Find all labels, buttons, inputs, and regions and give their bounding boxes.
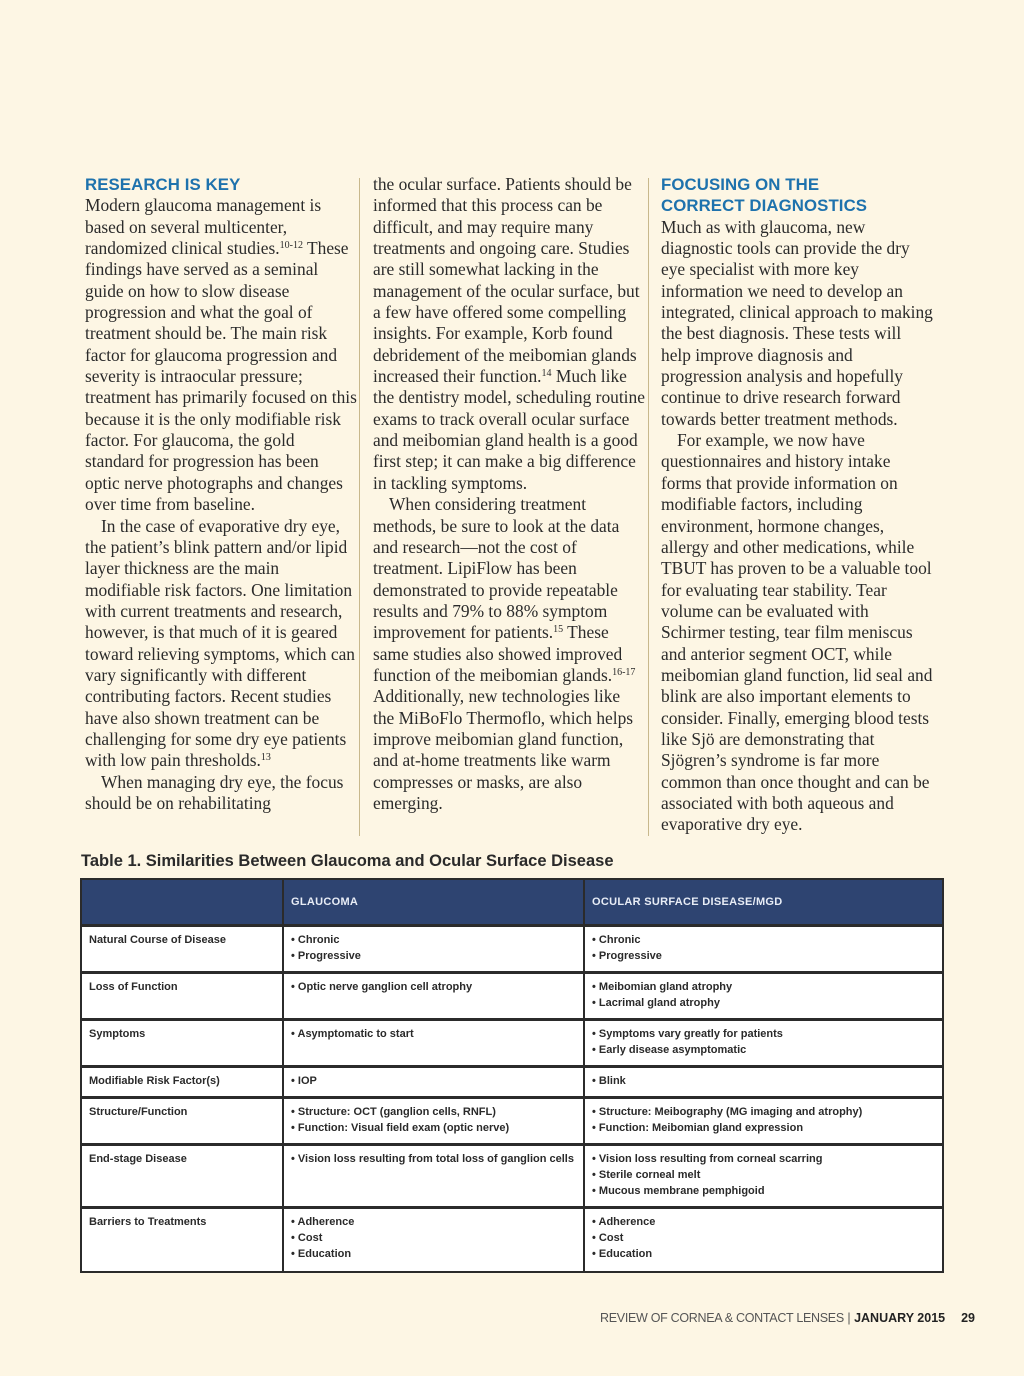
bullet-item: • Chronic xyxy=(291,934,340,946)
table-row xyxy=(82,1098,942,1145)
table-row xyxy=(82,1208,942,1271)
table-row xyxy=(82,973,942,1020)
osd-cell xyxy=(584,1145,942,1208)
glaucoma-cell xyxy=(283,1020,584,1067)
paragraph: For example, we now have questionnaires and history intake forms that provide information on modifiable factors, including environment, hormone changes, allergy and other medications, while TBUT has proven to be a valuable tool for evaluating tear stability. Tear volume can be evaluated with Schirmer testing, tear film meniscus and anterior segment OCT, while meibomian gland function, lid seal and blink are also important elements to consider. Finally, emerging blood tests like Sjö are demonstrating that Sjögren’s syndrome is far more common than once thought and can be associated with both aqueous and evaporative dry eye. xyxy=(661,430,933,835)
bullet-item: • Progressive xyxy=(592,950,662,962)
bullet-item: • Optic nerve ganglion cell atrophy xyxy=(291,981,473,993)
row-label: Symptoms xyxy=(82,1020,283,1067)
heading-line: FOCUSING ON THE xyxy=(661,175,820,194)
bullet-item: • Sterile corneal melt xyxy=(592,1169,701,1181)
table-row xyxy=(82,1020,942,1067)
paragraph-text: Much like the dentistry model, scheduling routine exams to track overall ocular surface and meibomian gland health is a good first step; it can make a big difference in tackling symptoms. xyxy=(373,366,645,493)
column-divider xyxy=(648,178,649,836)
section-heading-research: RESEARCH IS KEY xyxy=(85,175,241,194)
section-heading-diagnostics xyxy=(661,174,933,217)
citation: 16-17 xyxy=(612,666,636,678)
bullet-item: • Progressive xyxy=(291,950,361,962)
paragraph: Much as with glaucoma, new diagnostic tools can provide the dry eye specialist with more key information we need to develop an integrated, clinical approach to making the best diagnosis. These tests will help improve diagnosis and progression analysis and hopefully continue to drive research forward towards better treatment methods. xyxy=(661,216,933,429)
row-label: Barriers to Treatments xyxy=(82,1208,283,1271)
article-column-2 xyxy=(373,174,645,814)
glaucoma-cell xyxy=(283,926,584,973)
comparison-table xyxy=(80,878,944,1273)
bullet-item: • Function: Meibomian gland expression xyxy=(592,1122,804,1134)
citation: 13 xyxy=(260,752,271,764)
osd-cell xyxy=(584,1208,942,1271)
heading-line: CORRECT DIAGNOSTICS xyxy=(661,196,868,216)
glaucoma-cell xyxy=(283,1067,584,1098)
row-label: End-stage Disease xyxy=(82,1145,283,1208)
osd-cell xyxy=(584,1098,942,1145)
table-grid xyxy=(82,880,942,1271)
bullet-item: • Function: Visual field exam (optic nerve) xyxy=(291,1122,510,1134)
bullet-item: • Lacrimal gland atrophy xyxy=(592,997,720,1009)
bullet-item: • Adherence xyxy=(291,1216,355,1228)
bullet-item: • Structure: Meibography (MG imaging and atrophy) xyxy=(592,1106,863,1118)
footer-separator: | xyxy=(843,1311,855,1325)
page-number: 29 xyxy=(961,1311,975,1325)
row-label: Loss of Function xyxy=(82,973,283,1020)
paragraph-text: These findings have served as a seminal guide on how to slow disease progression and what the goal of treatment should be. The main risk factor for glaucoma progression and severity is intraocular pressure; treatment has primarily focused on this because it is the only modifiable risk factor. For glaucoma, the gold standard for progression has been optic nerve photographs and changes over time from baseline. xyxy=(85,238,357,515)
glaucoma-cell xyxy=(283,1145,584,1208)
paragraph: When managing dry eye, the focus should be on rehabilitating xyxy=(85,771,344,813)
bullet-item: • Blink xyxy=(592,1075,626,1087)
glaucoma-cell xyxy=(283,1098,584,1145)
row-label: Structure/Function xyxy=(82,1098,283,1145)
bullet-item: • Vision loss resulting from corneal scarring xyxy=(592,1153,823,1165)
bullet-item: • Mucous membrane pemphigoid xyxy=(592,1185,765,1197)
article-column-3 xyxy=(661,174,933,836)
paragraph-text: the ocular surface. Patients should be informed that this process can be difficult, and may require many treatments and ongoing care. Studies are still somewhat lacking in the management of the ocular surface, but a few have offered some compelling insights. For example, Korb found debridement of the meibomian glands increased their function. xyxy=(373,174,640,387)
bullet-item: • Chronic xyxy=(592,934,641,946)
paragraph xyxy=(373,494,645,814)
header-glaucoma: GLAUCOMA xyxy=(283,880,584,926)
column-divider xyxy=(359,178,360,836)
issue-date: JANUARY 2015 xyxy=(854,1311,946,1325)
osd-cell xyxy=(584,926,942,973)
glaucoma-cell xyxy=(283,973,584,1020)
bullet-item: • Cost xyxy=(592,1232,624,1244)
article-column-1 xyxy=(85,174,357,814)
page-footer xyxy=(600,1311,975,1325)
glaucoma-cell xyxy=(283,1208,584,1271)
bullet-item: • Education xyxy=(291,1248,352,1260)
osd-cell xyxy=(584,1067,942,1098)
bullet-item: • Structure: OCT (ganglion cells, RNFL) xyxy=(291,1106,496,1118)
bullet-item: • Meibomian gland atrophy xyxy=(592,981,733,993)
header-ocular-surface: OCULAR SURFACE DISEASE/MGD xyxy=(584,880,942,926)
bullet-item: • Vision loss resulting from total loss of ganglion cells xyxy=(291,1153,574,1165)
publication-name: REVIEW OF CORNEA & CONTACT LENSES xyxy=(600,1311,844,1325)
table-row xyxy=(82,1145,942,1208)
bullet-item: • Cost xyxy=(291,1232,323,1244)
osd-cell xyxy=(584,973,942,1020)
bullet-item: • Asymptomatic to start xyxy=(291,1028,414,1040)
table-header-row xyxy=(82,880,942,926)
paragraph xyxy=(85,195,357,515)
paragraph-text: Modern glaucoma management is based on several multicenter, randomized clinical studies. xyxy=(85,195,322,259)
citation: 15 xyxy=(553,624,564,636)
bullet-item: • Early disease asymptomatic xyxy=(592,1044,747,1056)
bullet-item: • Education xyxy=(592,1248,653,1260)
osd-cell xyxy=(584,1020,942,1067)
bullet-item: • Symptoms vary greatly for patients xyxy=(592,1028,783,1040)
table-row xyxy=(82,1067,942,1098)
paragraph-text: In the case of evaporative dry eye, the patient’s blink pattern and/or lipid layer thickness are the main modifiable risk factors. One limitation with current treatments and research, however, is that much of it is geared toward relieving symptoms, which can vary significantly with different contributing factors. Recent studies have also shown treatment can be challenging for some dry eye patients with low pain thresholds. xyxy=(85,515,355,771)
header-blank xyxy=(82,880,283,926)
paragraph-text: These same studies also showed improved function of the meibomian glands. xyxy=(373,622,623,685)
citation: 10-12 xyxy=(279,240,303,252)
paragraph-text: Additionally, new technologies like the MiBoFlo Thermoflo, which helps improve meibomian gland function, and at-home treatments like warm compresses or masks, are also emerging. xyxy=(373,686,634,813)
paragraph xyxy=(85,516,357,772)
bullet-item: • Adherence xyxy=(592,1216,656,1228)
paragraph xyxy=(373,174,645,494)
row-label: Modifiable Risk Factor(s) xyxy=(82,1067,283,1098)
row-label: Natural Course of Disease xyxy=(82,926,283,973)
bullet-item: • IOP xyxy=(291,1075,317,1087)
table-row xyxy=(82,926,942,973)
citation: 14 xyxy=(541,368,552,380)
paragraph-text: When considering treatment methods, be sure to look at the data and research—not the cost of treatment. LipiFlow has been demonstrated to provide repeatable results and 79% to 88% symptom improvement for patients. xyxy=(373,494,620,643)
table-title: Table 1. Similarities Between Glaucoma and Ocular Surface Disease xyxy=(81,852,614,870)
